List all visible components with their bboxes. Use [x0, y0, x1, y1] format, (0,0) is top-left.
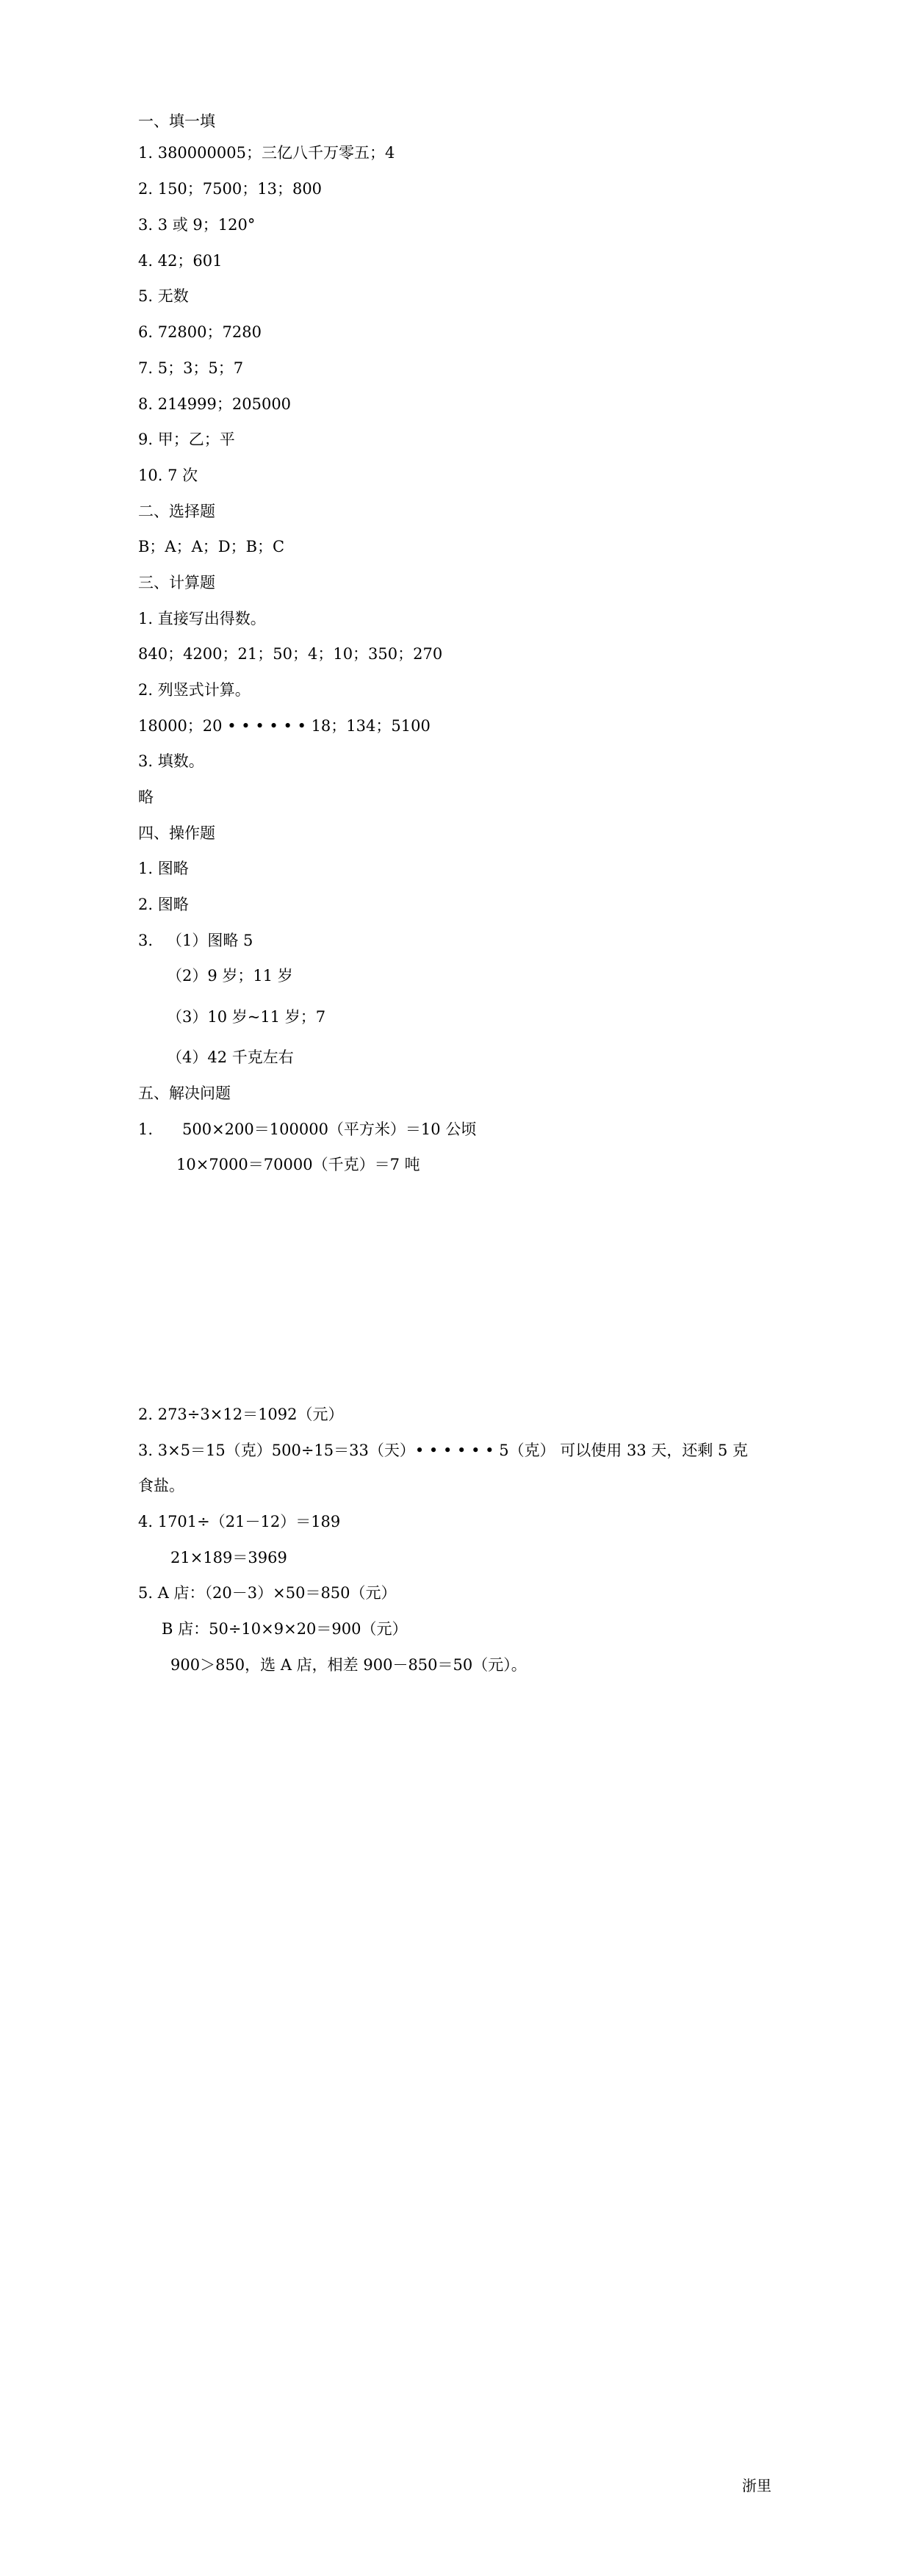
section-4-question-2: 2. 图略 [138, 896, 189, 913]
section-1-item-7: 7. 5；3；5；7 [138, 359, 244, 377]
section-4-question-3-number: 3. [138, 932, 154, 949]
section-5-question-3-line-2: 食盐。 [138, 1477, 184, 1494]
section-4-question-3-part-4: （4）42 千克左右 [167, 1048, 294, 1066]
section-1-item-2: 2. 150；7500；13；800 [138, 180, 323, 198]
footer-text: 浙里 [742, 2477, 771, 2494]
section-5-question-1-line-2: 10×7000＝70000（千克）＝7 吨 [176, 1156, 420, 1173]
section-4-question-3-part-3: （3）10 岁~11 岁；7 [167, 1008, 326, 1026]
section-5-question-1-number: 1. [138, 1120, 154, 1138]
section-5-question-3-line-1: 3. 3×5＝15（克）500÷15＝33（天）• • • • • • 5（克） 可以使用 33 天，还剩 5 克 [138, 1442, 749, 1459]
section-3-question-1-label: 1. 直接写出得数。 [138, 610, 266, 627]
section-5-question-4-line-1: 4. 1701÷（21－12）＝189 [138, 1513, 341, 1530]
section-4-question-3-part-2: （2）9 岁；11 岁 [167, 967, 293, 985]
section-3-question-2-label: 2. 列竖式计算。 [138, 681, 251, 699]
section-1-heading: 一、填一填 [138, 112, 215, 130]
section-2-answers: B；A；A；D；B；C [138, 538, 285, 555]
section-1-item-4: 4. 42；601 [138, 252, 223, 270]
section-5-question-1-line-1: 500×200＝100000（平方米）＝10 公顷 [182, 1120, 477, 1138]
section-5-question-4-line-2: 21×189＝3969 [170, 1549, 287, 1566]
section-1-item-6: 6. 72800；7280 [138, 323, 262, 341]
section-3-heading: 三、计算题 [138, 574, 215, 591]
section-5-heading: 五、解决问题 [138, 1084, 231, 1102]
section-5-question-5-line-3: 900＞850，选 A 店，相差 900－850＝50（元）。 [170, 1656, 527, 1674]
section-1-item-5: 5. 无数 [138, 287, 189, 305]
section-4-question-1: 1. 图略 [138, 860, 189, 877]
section-1-item-10: 10. 7 次 [138, 467, 198, 484]
section-2-heading: 二、选择题 [138, 503, 215, 520]
section-3-question-3-answer: 略 [138, 788, 154, 806]
section-3-question-3-label: 3. 填数。 [138, 752, 204, 770]
section-4-question-3-part-1: （1）图略 5 [167, 932, 253, 949]
section-3-question-1-answers: 840；4200；21；50；4；10；350；270 [138, 645, 443, 663]
section-4-heading: 四、操作题 [138, 824, 215, 842]
section-5-question-2: 2. 273÷3×12＝1092（元） [138, 1406, 344, 1423]
section-1-item-9: 9. 甲；乙；平 [138, 431, 235, 448]
section-5-question-5-line-1: 5. A 店：（20－3）×50＝850（元） [138, 1584, 397, 1602]
section-5-question-5-line-2: B 店：50÷10×9×20＝900（元） [162, 1620, 408, 1638]
section-1-item-1: 1. 380000005；三亿八千万零五；4 [138, 144, 395, 162]
section-3-question-2-answers: 18000；20 • • • • • • 18；134；5100 [138, 717, 431, 735]
section-1-item-3: 3. 3 或 9；120° [138, 216, 256, 234]
section-1-item-8: 8. 214999；205000 [138, 395, 292, 413]
